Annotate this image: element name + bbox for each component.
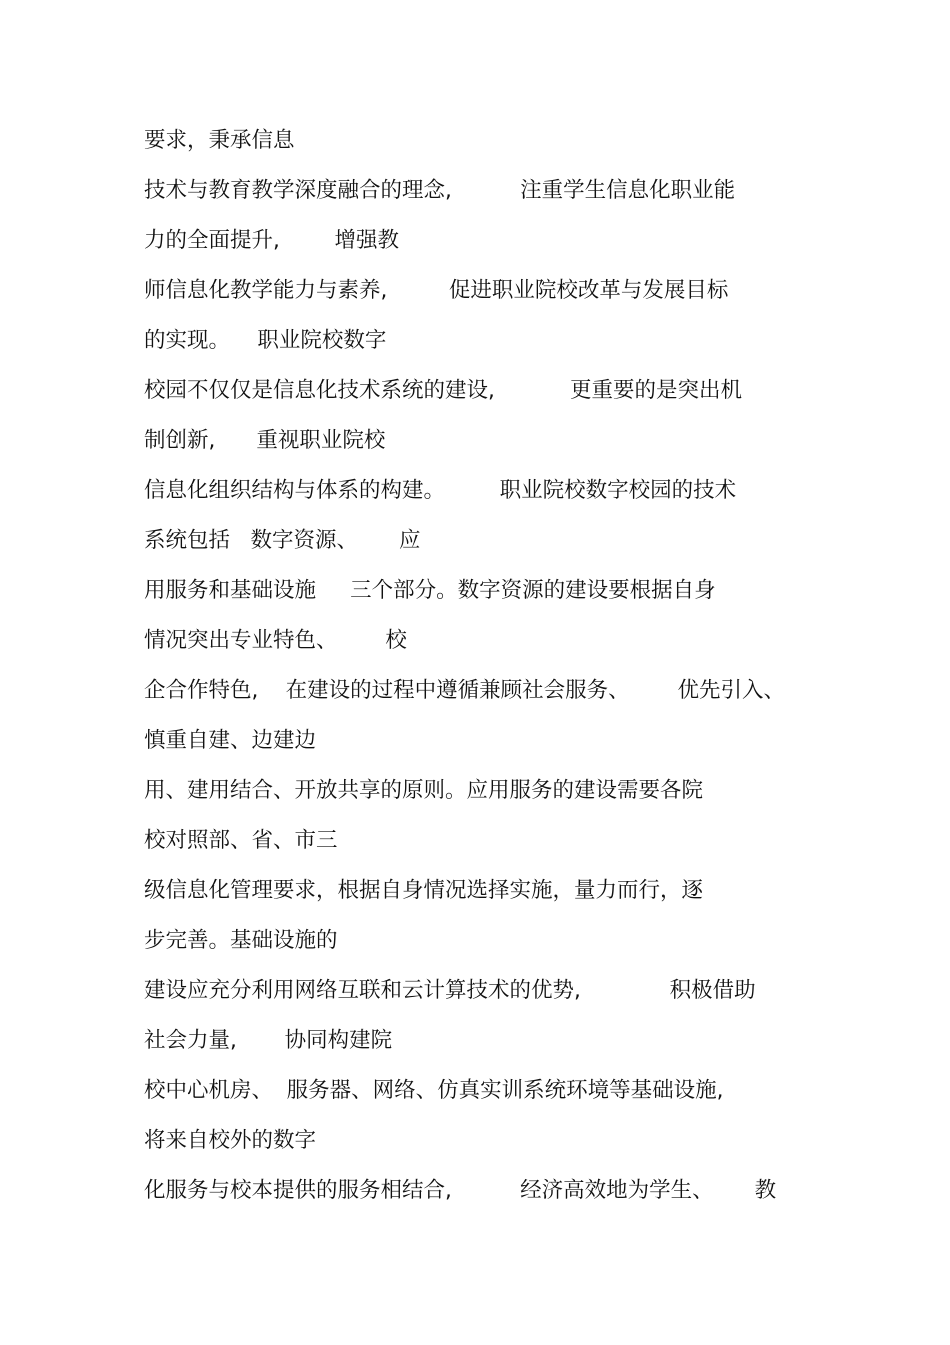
text-line: 用、建用结合、开放共享的原则。应用服务的建设需要各院 [144,778,704,803]
text-line: 校对照部、省、市三 [144,828,338,853]
text-line: 将来自校外的数字 [144,1128,317,1153]
text-line: 情况突出专业特色、 校 [144,628,407,653]
text-line: 化服务与校本提供的服务相结合, 经济高效地为学生、 教 [144,1178,777,1203]
text-line: 系统包括 数字资源、 应 [144,528,421,553]
text-line: 步完善。基础设施的 [144,928,338,953]
text-line: 的实现。 职业院校数字 [144,328,387,353]
text-line: 制创新, 重视职业院校 [144,428,386,453]
text-line: 社会力量, 协同构建院 [144,1028,393,1053]
text-line: 师信息化教学能力与素养, 促进职业院校改革与发展目标 [144,278,729,303]
text-line: 要求，秉承信息 [144,128,295,153]
text-line: 校园不仅仅是信息化技术系统的建设, 更重要的是突出机 [144,378,743,403]
text-line: 级信息化管理要求，根据自身情况选择实施，量力而行，逐 [144,878,704,903]
text-line: 校中心机房、 服务器、网络、仿真实训系统环境等基础设施, [144,1078,724,1103]
text-line: 技术与教育教学深度融合的理念, 注重学生信息化职业能 [144,178,736,203]
text-line: 力的全面提升, 增强教 [144,228,400,253]
text-line: 建设应充分利用网络互联和云计算技术的优势, 积极借助 [144,978,756,1003]
text-line: 用服务和基础设施 三个部分。数字资源的建设要根据自身 [144,578,716,603]
text-line: 信息化组织结构与体系的构建。 职业院校数字校园的技术 [144,478,737,503]
text-line: 慎重自建、边建边 [144,728,317,753]
text-line: 企合作特色, 在建设的过程中遵循兼顾社会服务、 优先引入、 [144,678,786,703]
